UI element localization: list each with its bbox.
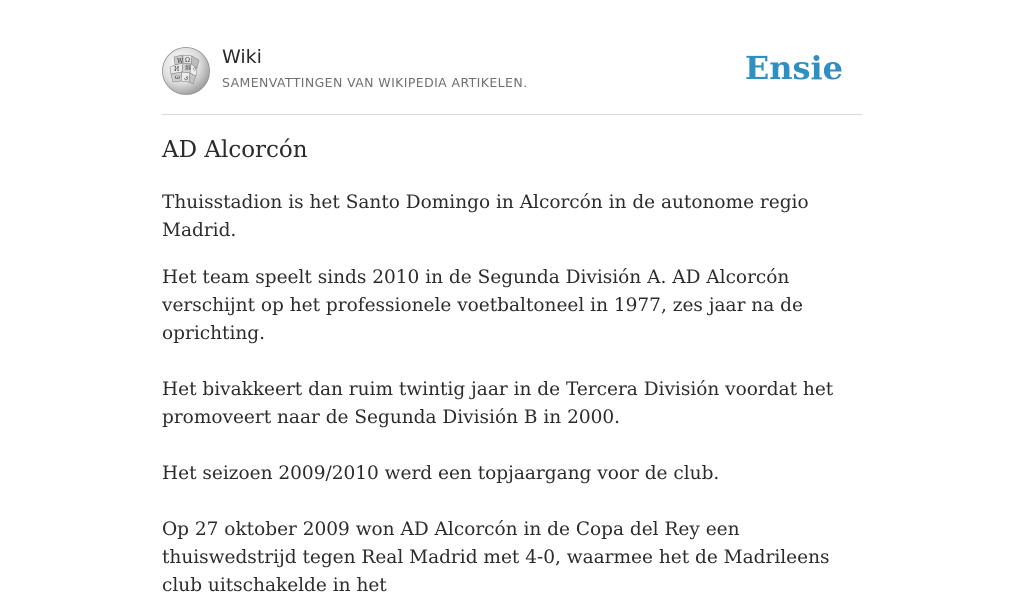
- svg-text:ي: ي: [184, 74, 189, 81]
- article-paragraph: Het bivakkeert dan ruim twintig jaar in de Tercera División voordat het promoveert naar de Segunda División B in 2000.: [162, 379, 834, 428]
- svg-text:維: 維: [185, 65, 192, 72]
- svg-text:Ω: Ω: [185, 57, 190, 64]
- article-paragraph: Op 27 oktober 2009 won AD Alcorcón in de Copa del Rey een thuiswedstrijd tegen Real Madrid met 4-0, waarmee het de Madrileens club uitschakelde in het: [162, 519, 830, 596]
- svg-text:ω: ω: [175, 74, 180, 81]
- svg-text:W: W: [177, 58, 184, 65]
- ensie-logo-link[interactable]: Ensie: [744, 49, 843, 87]
- article-content: [162, 189, 862, 600]
- wikipedia-globe-icon[interactable]: [162, 47, 210, 95]
- site-tagline: SAMENVATTINGEN VAN WIKIPEDIA ARTIKELEN.: [222, 75, 528, 90]
- article-paragraph: Thuisstadion is het Santo Domingo in Alcorcón in de autonome regio Madrid.: [162, 192, 809, 241]
- svg-text:И: И: [174, 66, 180, 73]
- article-title: AD Alcorcón: [162, 137, 308, 163]
- site-title[interactable]: Wiki: [222, 46, 262, 68]
- article-paragraph: Het team speelt sinds 2010 in de Segunda División A. AD Alcorcón verschijnt op het professionele voetbaltoneel in 1977, zes jaar na de oprichting.: [162, 267, 803, 344]
- site-header: [162, 44, 862, 115]
- article-paragraph: Het seizoen 2009/2010 werd een topjaargang voor de club.: [162, 463, 720, 484]
- svg-text:ウ: ウ: [192, 67, 198, 73]
